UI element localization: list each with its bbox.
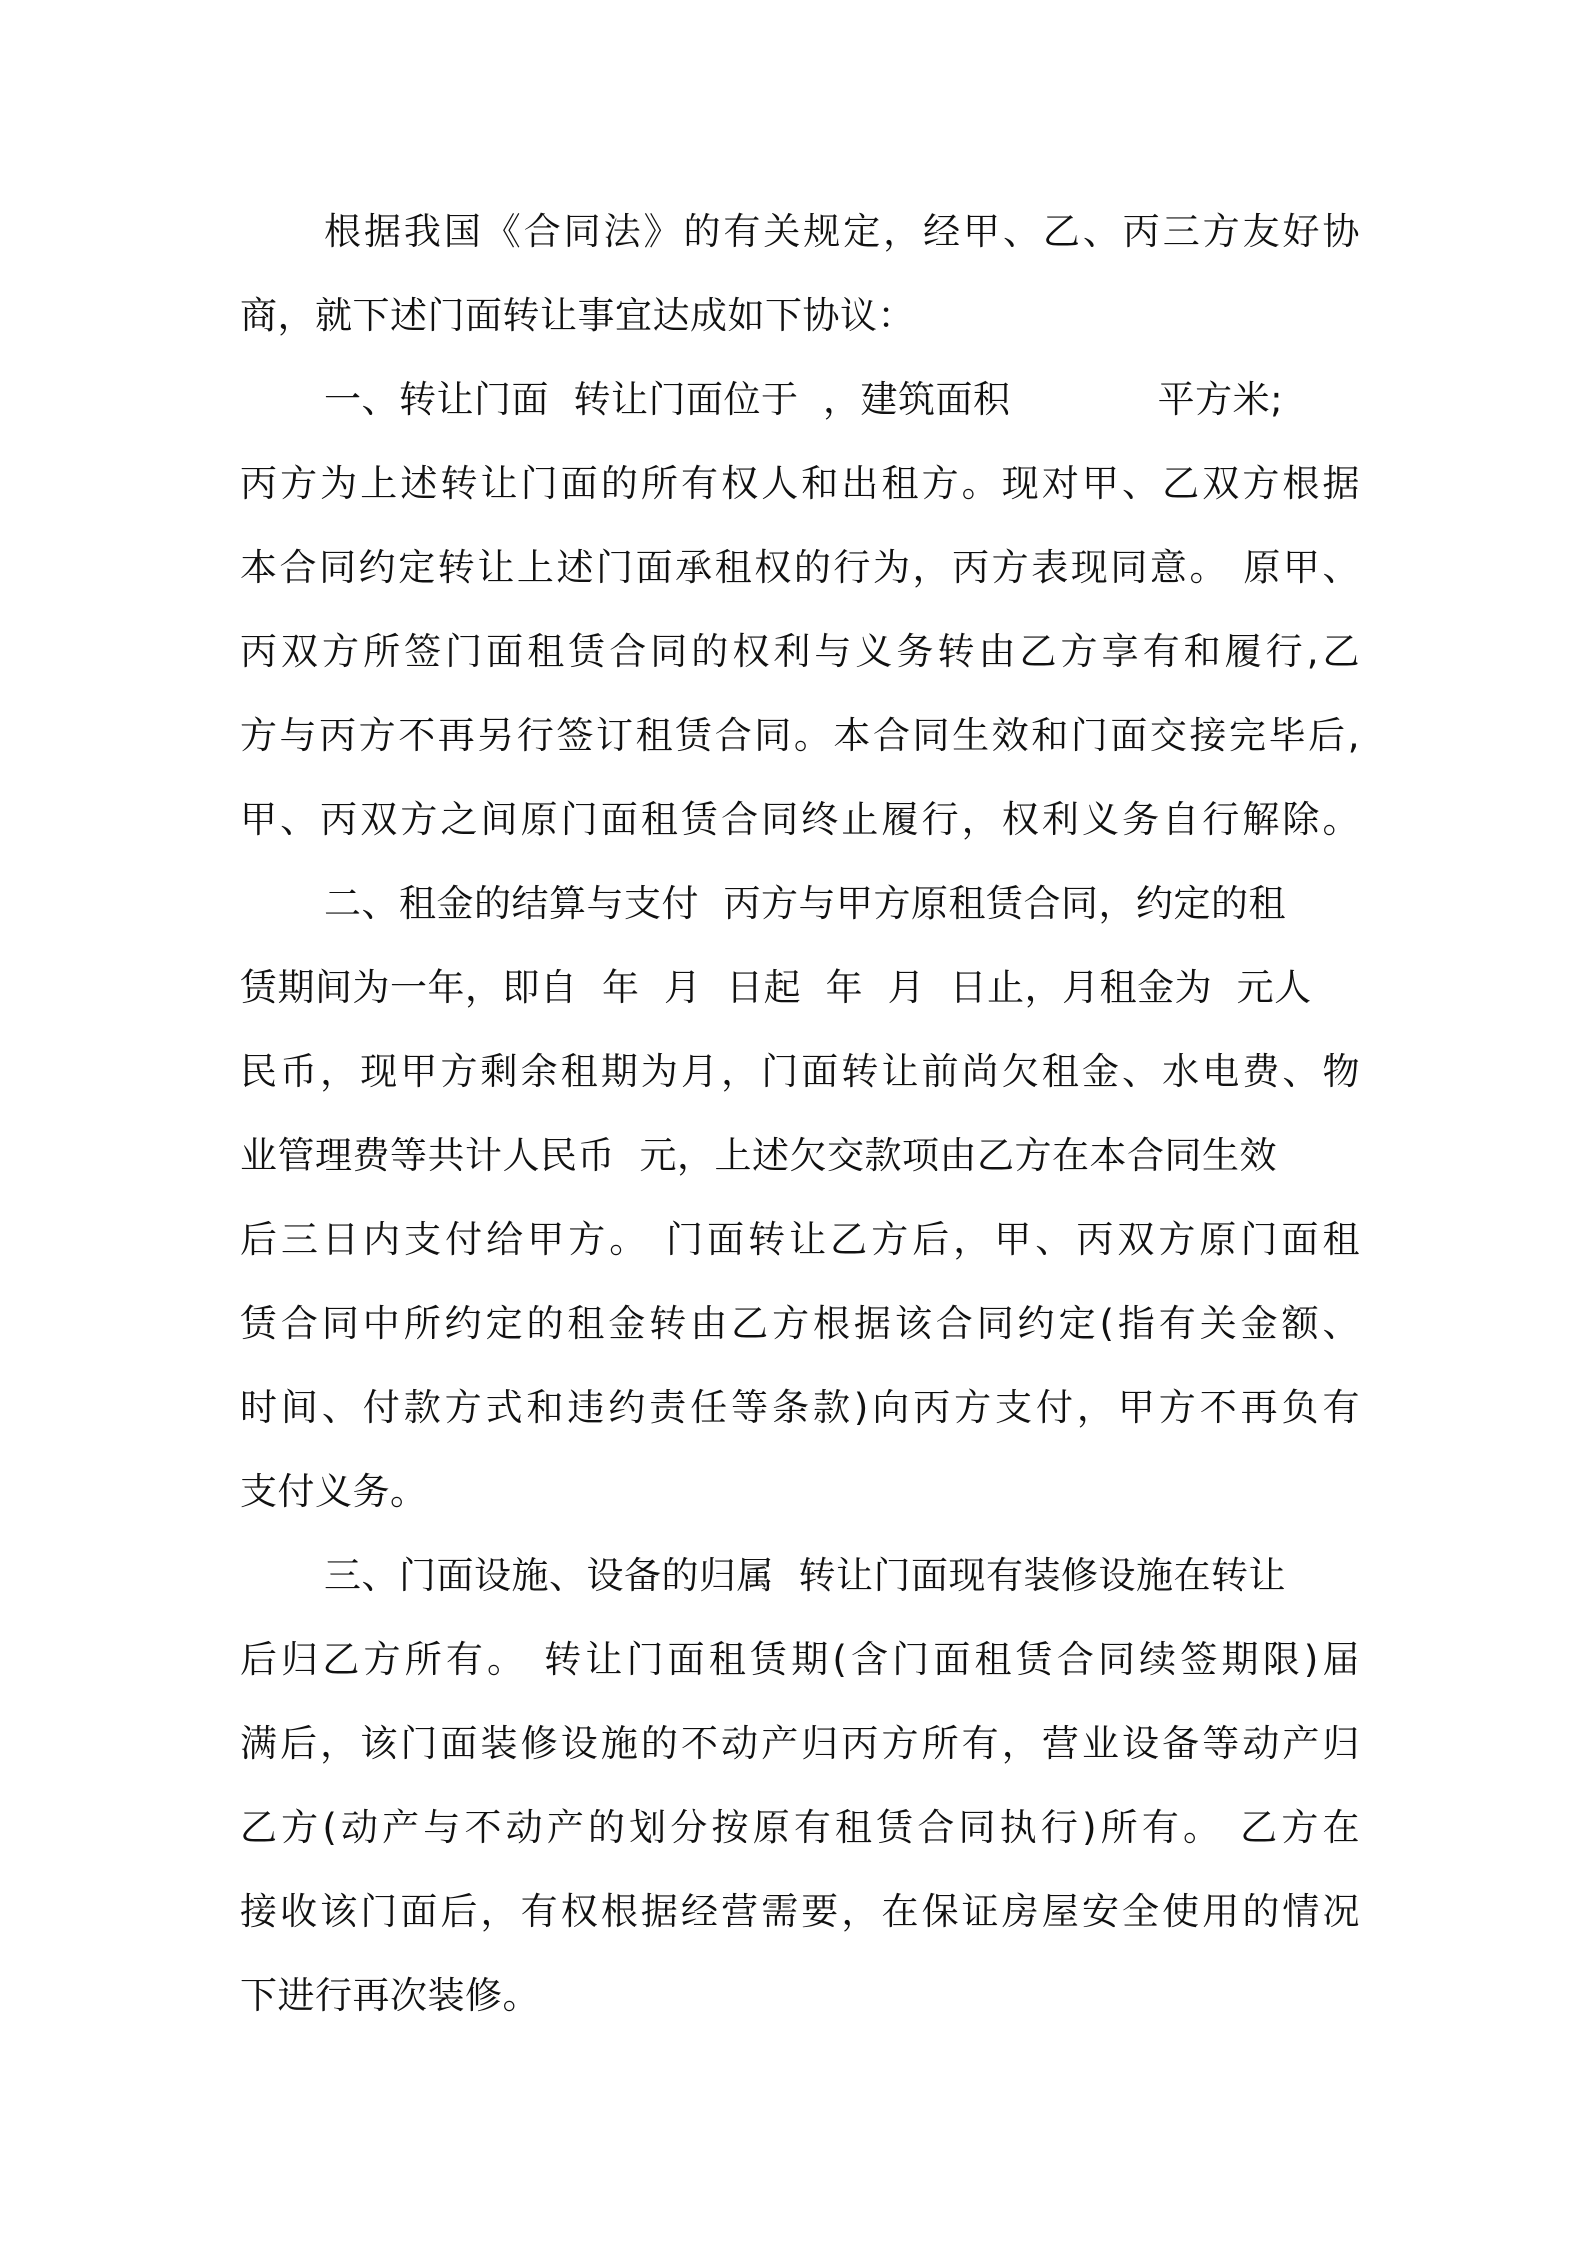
paragraph-1-line-1: 根据我国《合同法》的有关规定，经甲、乙、丙三方友好协: [324, 210, 1360, 253]
section-3-line-4: 乙方(动产与不动产的划分按原有租赁合同执行)所有。 乙方在: [240, 1806, 1360, 1849]
section-3-line-3: 满后，该门面装修设施的不动产归丙方所有，营业设备等动产归: [240, 1722, 1360, 1765]
section-2-line-5: 后三日内支付给甲方。 门面转让乙方后，甲、丙双方原门面租: [240, 1218, 1360, 1261]
section-1-line-2: 丙方为上述转让门面的所有权人和出租方。现对甲、乙双方根据: [240, 462, 1360, 505]
section-2-line-4: 业管理费等共计人民币 元，上述欠交款项由乙方在本合同生效: [240, 1134, 1278, 1177]
section-1-line-3: 本合同约定转让上述门面承租权的行为，丙方表现同意。 原甲、: [240, 546, 1360, 589]
section-1-line-1: 一、转让门面 转让门面位于 ，建筑面积 平方米;: [324, 378, 1284, 421]
section-3-line-1: 三、门面设施、设备的归属 转让门面现有装修设施在转让: [324, 1554, 1287, 1597]
section-2-line-2: 赁期间为一年，即自 年 月 日起 年 月 日止，月租金为 元人: [240, 966, 1312, 1009]
section-2-line-1: 二、租金的结算与支付 丙方与甲方原租赁合同，约定的租: [324, 882, 1287, 925]
section-2-line-6: 赁合同中所约定的租金转由乙方根据该合同约定(指有关金额、: [240, 1302, 1360, 1345]
section-2-line-7: 时间、付款方式和违约责任等条款)向丙方支付，甲方不再负有: [240, 1386, 1360, 1429]
section-3-line-5: 接收该门面后，有权根据经营需要，在保证房屋安全使用的情况: [240, 1890, 1360, 1933]
section-3-line-6: 下进行再次装修。: [240, 1974, 540, 2017]
section-3-line-2: 后归乙方所有。 转让门面租赁期(含门面租赁合同续签期限)届: [240, 1638, 1360, 1681]
section-2-line-3: 民币，现甲方剩余租期为月，门面转让前尚欠租金、水电费、物: [240, 1050, 1360, 1093]
section-1-line-5: 方与丙方不再另行签订租赁合同。本合同生效和门面交接完毕后,: [240, 714, 1360, 757]
contract-body: [240, 190, 1360, 2038]
paragraph-1-line-2: 商，就下述门面转让事宜达成如下协议：: [240, 294, 915, 337]
section-1-line-6: 甲、丙双方之间原门面租赁合同终止履行，权利义务自行解除。: [240, 798, 1360, 841]
section-1-line-4: 丙双方所签门面租赁合同的权利与义务转由乙方享有和履行,乙: [240, 630, 1360, 673]
section-2-line-8: 支付义务。: [240, 1470, 428, 1513]
